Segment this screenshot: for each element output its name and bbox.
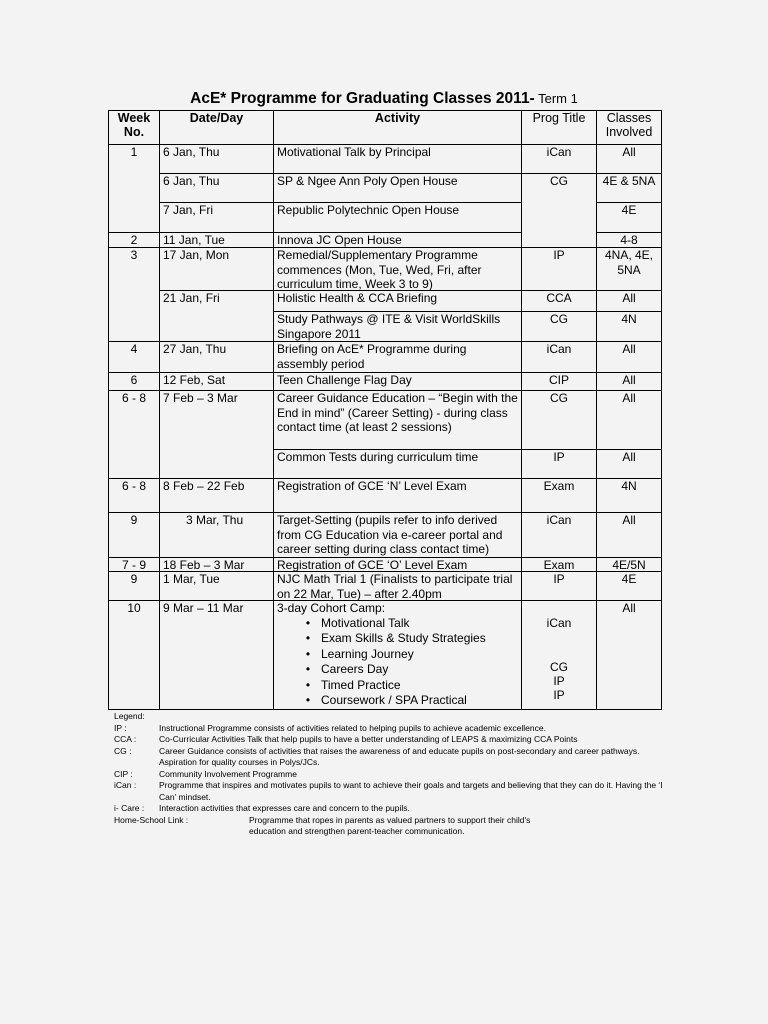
list-item: • Timed Practice xyxy=(295,678,518,694)
classes-cell: All xyxy=(596,449,662,479)
week-cell: 2 xyxy=(108,232,160,248)
title-term: Term 1 xyxy=(534,91,578,106)
bullet-icon: • xyxy=(305,646,311,661)
classes-cell: All xyxy=(596,600,662,710)
camp-prog: CG xyxy=(550,660,568,674)
camp-prog: IP xyxy=(553,688,565,702)
prog-cell: CG xyxy=(521,173,597,248)
bullet-icon: • xyxy=(305,662,311,676)
activity-cell: SP & Ngee Ann Poly Open House xyxy=(273,173,522,203)
list-item: • Learning Journey xyxy=(295,647,518,663)
activity-cell: Study Pathways @ ITE & Visit WorldSkills Singapore 2011 xyxy=(273,311,522,342)
classes-cell: 4NA, 4E, 5NA xyxy=(596,247,662,291)
classes-cell: 4E xyxy=(596,571,662,601)
classes-cell: 4E xyxy=(596,202,662,233)
classes-cell: All xyxy=(596,144,662,174)
activity-cell: Career Guidance Education – “Begin with the End in mind” (Career Setting) - during class contact time (at least 2 sessions) xyxy=(273,390,522,450)
bullet-icon: • xyxy=(305,677,311,692)
legend-item: CG : Career Guidance consists of activities that raises the awareness of and educate pupils on post-secondary and career pathways. Aspiration for quality courses in Polys/JCs. xyxy=(114,745,640,767)
activity-cell: Registration of GCE ‘O’ Level Exam xyxy=(273,557,522,572)
camp-list xyxy=(295,616,518,709)
prog-cell: IP xyxy=(521,571,597,601)
week-cell: 6 xyxy=(108,372,160,391)
classes-cell: All xyxy=(596,390,662,450)
prog-cell: Exam xyxy=(521,478,597,513)
legend-item: CIP : Community Involvement Programme xyxy=(114,768,297,779)
activity-cell: Registration of GCE ‘N’ Level Exam xyxy=(273,478,522,513)
week-cell: 4 xyxy=(108,341,160,373)
activity-cell: NJC Math Trial 1 (Finalists to participate trial on 22 Mar, Tue) – after 2.40pm xyxy=(273,571,522,601)
activity-cell: Target-Setting (pupils refer to info derived from CG Education via e-career portal and career setting during class contact time) xyxy=(273,512,522,558)
week-cell: 6 - 8 xyxy=(108,390,160,479)
prog-cell-camp xyxy=(521,600,597,710)
header-prog: Prog Title xyxy=(521,110,597,145)
prog-cell: iCan xyxy=(521,341,597,373)
header-week: Week No. xyxy=(108,110,160,145)
legend xyxy=(114,711,669,838)
date-cell: 3 Mar, Thu xyxy=(159,512,274,558)
classes-cell: 4N xyxy=(596,311,662,342)
date-cell: 21 Jan, Fri xyxy=(159,290,274,342)
legend-item: iCan : Programme that inspires and motivates pupils to want to achieve their goals and targets and believing that they can do it. Having the ‘I Can’ mindset. xyxy=(114,780,663,802)
list-item: • Motivational Talk xyxy=(295,616,518,632)
title-main: AcE* Programme for Graduating Classes 2011- xyxy=(190,90,535,107)
week-cell: 3 xyxy=(108,247,160,342)
activity-cell: Innova JC Open House xyxy=(273,232,522,248)
classes-cell: 4-8 xyxy=(596,232,662,248)
classes-cell: All xyxy=(596,290,662,312)
date-cell: 18 Feb – 3 Mar xyxy=(159,557,274,572)
week-cell: 10 xyxy=(108,600,160,710)
date-cell: 11 Jan, Tue xyxy=(159,232,274,248)
date-cell: 7 Feb – 3 Mar xyxy=(159,390,274,479)
legend-item: CCA : Co-Curricular Activities Talk that help pupils to have a better understanding of LEAPS & maximizing CCA Points xyxy=(114,734,578,744)
camp-heading: 3-day Cohort Camp: xyxy=(277,601,386,615)
bullet-icon: • xyxy=(305,631,311,645)
list-item: • Careers Day xyxy=(295,662,518,678)
camp-prog: iCan xyxy=(546,616,572,630)
classes-cell: All xyxy=(596,372,662,391)
legend-item: i- Care : Interaction activities that expresses care and concern to the pupils. xyxy=(114,803,410,813)
activity-cell: Remedial/Supplementary Programme commences (Mon, Tue, Wed, Fri, after curriculum time, Week 3 to 9) xyxy=(273,247,522,291)
camp-prog: IP xyxy=(553,674,565,688)
activity-cell: Holistic Health & CCA Briefing xyxy=(273,290,522,312)
prog-cell: CG xyxy=(521,311,597,342)
legend-heading: Legend: xyxy=(114,711,145,721)
prog-cell: Exam xyxy=(521,557,597,572)
activity-cell: Teen Challenge Flag Day xyxy=(273,372,522,391)
classes-cell: All xyxy=(596,512,662,558)
header-activity: Activity xyxy=(273,110,522,145)
prog-cell: IP xyxy=(521,247,597,291)
prog-cell: CCA xyxy=(521,290,597,312)
activity-cell: Briefing on AcE* Programme during assembly period xyxy=(273,341,522,373)
page-title xyxy=(0,90,768,108)
week-cell: 1 xyxy=(108,144,160,233)
week-cell: 9 xyxy=(108,512,160,558)
prog-cell: iCan xyxy=(521,144,597,174)
date-cell: 27 Jan, Thu xyxy=(159,341,274,373)
classes-cell: 4E/5N xyxy=(596,557,662,572)
classes-cell: 4N xyxy=(596,478,662,513)
activity-cell: Republic Polytechnic Open House xyxy=(273,202,522,233)
prog-cell: CG xyxy=(521,390,597,450)
week-cell: 6 - 8 xyxy=(108,478,160,513)
date-cell: 9 Mar – 11 Mar xyxy=(159,600,274,710)
date-cell: 6 Jan, Thu xyxy=(159,173,274,203)
week-cell: 9 xyxy=(108,571,160,601)
activity-cell-camp xyxy=(273,600,522,710)
prog-cell: CIP xyxy=(521,372,597,391)
prog-cell: iCan xyxy=(521,512,597,558)
header-classes: Classes Involved xyxy=(596,110,662,145)
date-cell: 8 Feb – 22 Feb xyxy=(159,478,274,513)
week-cell: 7 - 9 xyxy=(108,557,160,572)
header-date: Date/Day xyxy=(159,110,274,145)
bullet-icon: • xyxy=(305,693,311,707)
date-cell: 1 Mar, Tue xyxy=(159,571,274,601)
date-cell: 12 Feb, Sat xyxy=(159,372,274,391)
classes-cell: All xyxy=(596,341,662,373)
date-cell: 17 Jan, Mon xyxy=(159,247,274,291)
list-item: • Exam Skills & Study Strategies xyxy=(295,631,518,647)
activity-cell: Motivational Talk by Principal xyxy=(273,144,522,174)
classes-cell: 4E & 5NA xyxy=(596,173,662,203)
activity-cell: Common Tests during curriculum time xyxy=(273,449,522,479)
date-cell: 7 Jan, Fri xyxy=(159,202,274,233)
list-item: • Coursework / SPA Practical xyxy=(295,693,518,709)
prog-cell: IP xyxy=(521,449,597,479)
legend-item: IP : Instructional Programme consists of activities related to helping pupils to achieve academic excellence. xyxy=(114,722,546,733)
date-cell: 6 Jan, Thu xyxy=(159,144,274,174)
bullet-icon: • xyxy=(305,615,311,630)
legend-item-homeschool: Home-School Link : Programme that ropes in parents as valued partners to support their child's education and strengthen parent-teacher communication. xyxy=(114,814,531,836)
